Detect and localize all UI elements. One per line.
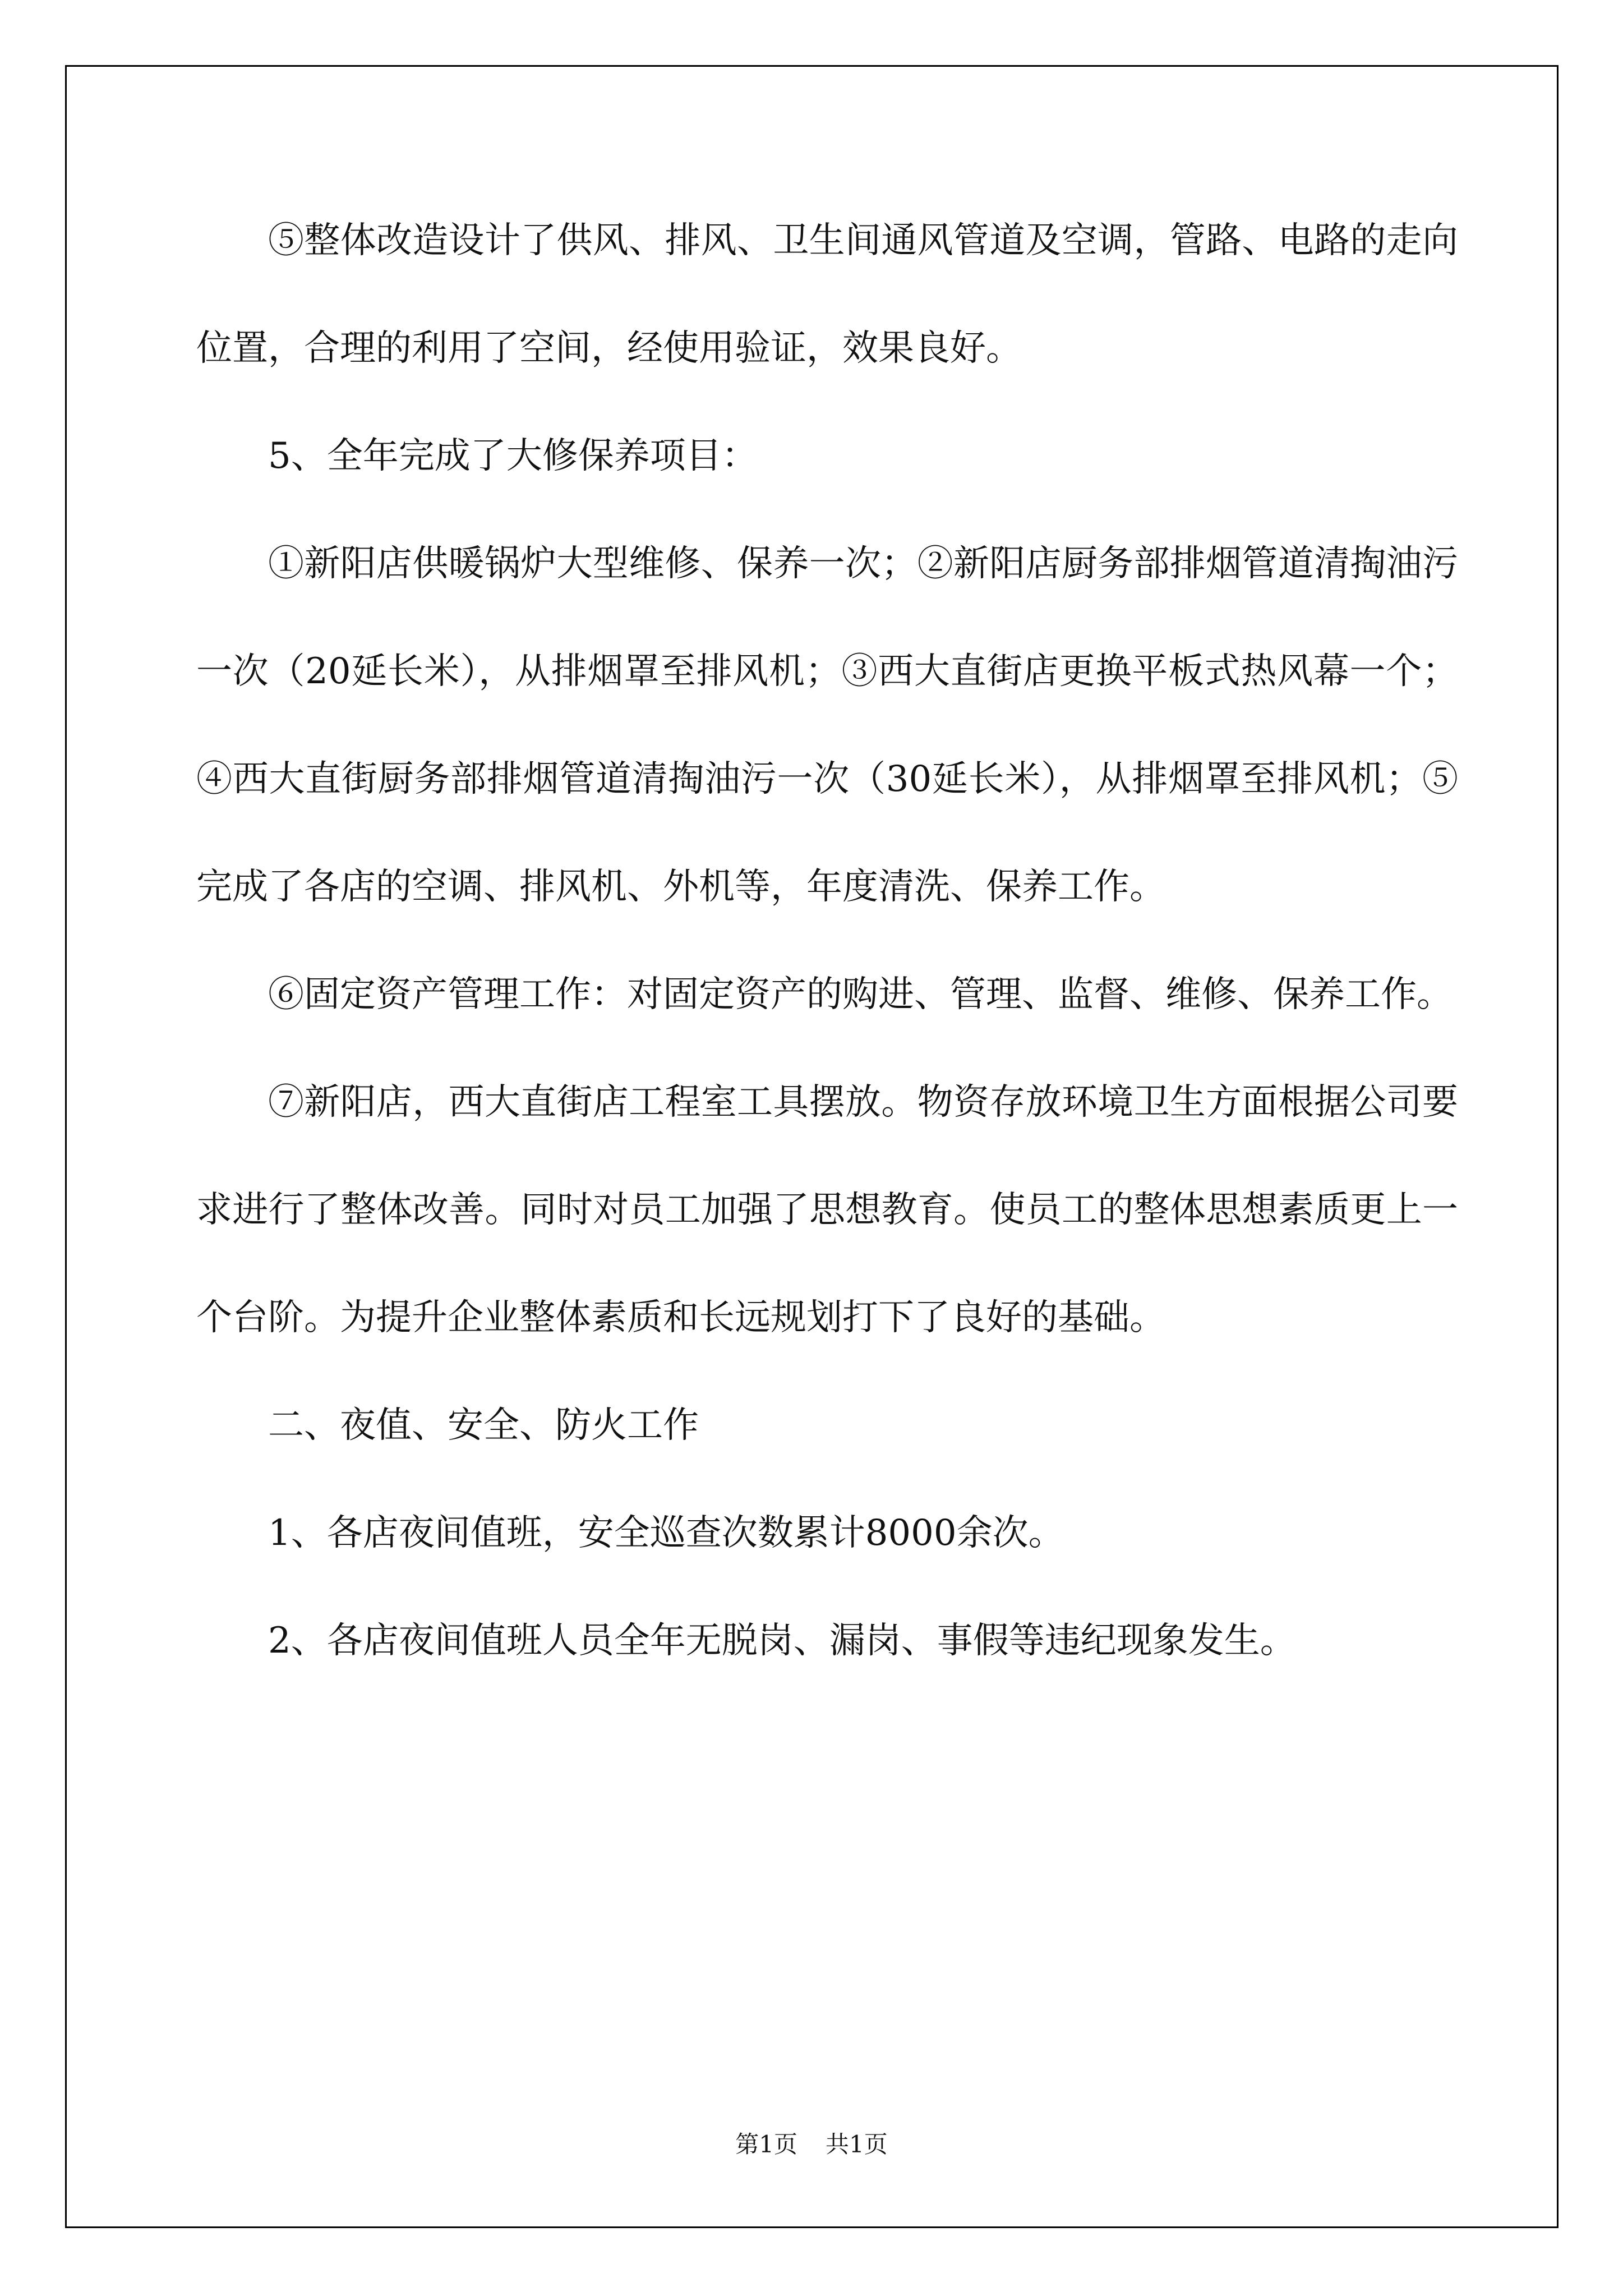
paragraph-tool-storage: ⑦新阳店，西大直街店工程室工具摆放。物资存放环境卫生方面根据公司要求进行了整体改善。同时对员工加强了思想教育。使员工的整体思想素质更上一个台阶。为提升企业整体素质和长远规划打下了良好的基础。 (196, 1082, 1458, 1338)
paragraph-fixed-assets: ⑥固定资产管理工作：对固定资产的购进、管理、监督、维修、保养工作。 (268, 974, 1453, 1015)
document-body (196, 187, 1458, 1695)
paragraph-overhaul-items: ①新阳店供暖锅炉大型维修、保养一次；②新阳店厨务部排烟管道清掏油污一次（20延长米），从排烟罩至排风机；③西大直街店更换平板式热风幕一个；④西大直街厨务部排烟管道清掏油污一次（30延长米），从排烟罩至排风机；⑤完成了各店的空调、排风机、外机等，年度清洗、保养工作。 (196, 543, 1458, 908)
page-number-current: 第1页 (735, 2131, 797, 2158)
paragraph-overhaul-heading: 5、全年完成了大修保养项目： (268, 435, 758, 477)
page-footer (0, 2126, 1623, 2160)
section-heading-night-safety: 二、夜值、安全、防火工作 (268, 1405, 699, 1446)
paragraph-ventilation-renovation: ⑤整体改造设计了供风、排风、卫生间通风管道及空调，管路、电路的走向位置，合理的利用了空间，经使用验证，效果良好。 (196, 220, 1458, 369)
page-number-total: 共1页 (826, 2131, 888, 2158)
paragraph-night-patrol: 1、各店夜间值班，安全巡查次数累计8000余次。 (268, 1512, 1064, 1554)
paragraph-night-discipline: 2、各店夜间值班人员全年无脱岗、漏岗、事假等违纪现象发生。 (268, 1620, 1296, 1662)
